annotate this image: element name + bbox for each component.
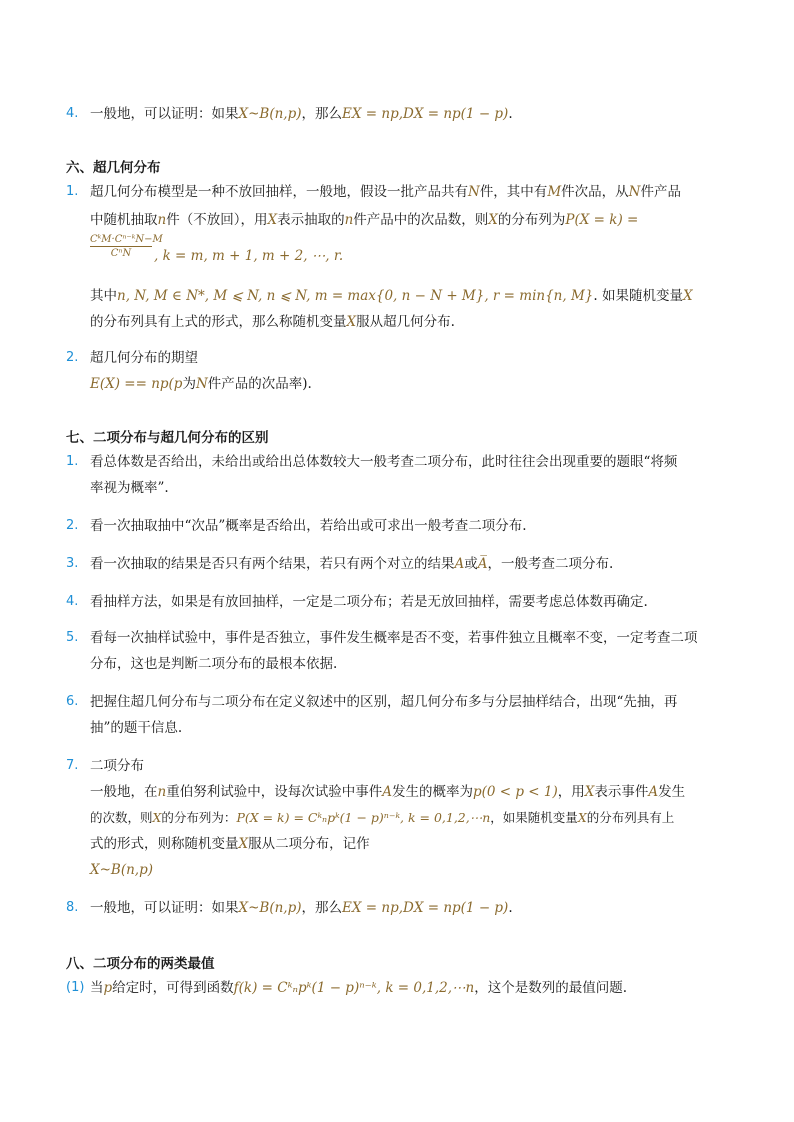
list-number: 5. (66, 630, 79, 645)
text-run: ，用 (557, 784, 585, 800)
list-number: 7. (66, 758, 79, 773)
text-run: 服从二项分布，记作 (248, 836, 370, 852)
math: n (344, 212, 354, 228)
text-run: 发生 (658, 784, 686, 800)
math: n, N, M ∈ N*, M ⩽ N, n ⩽ N, m = max{0, n − N + M}, r = min{n, M} (117, 288, 594, 304)
math: A (382, 784, 392, 800)
math: X (267, 212, 278, 228)
text-run: . 如果随机变量 (593, 288, 683, 304)
paragraph: 看总体数是否给出，未给出或给出总体数较大一般考查二项分布，此时往往会出现重要的题眼“将频 (90, 454, 678, 470)
math: P(X = k) = Cᵏₙpᵏ(1 − p)ⁿ⁻ᵏ, k = 0,1,2,⋯n (236, 810, 491, 825)
text-run: 件，其中有 (479, 184, 548, 200)
section-heading: 八、二项分布的两类最值 (66, 956, 215, 972)
math: X (584, 784, 595, 800)
text-run (90, 246, 152, 247)
math: f(k) = Cᵏₙpᵏ(1 − p)ⁿ⁻ᵏ, k = 0,1,2,⋯n (233, 980, 475, 996)
text-run: 表示抽取的 (277, 212, 345, 228)
math: X~B(n,p) (238, 106, 302, 122)
text-run: 为 (182, 376, 196, 392)
text-run: 件产品中的次品数，则 (353, 212, 489, 228)
list-number: 1. (66, 184, 79, 199)
math: n (157, 784, 167, 800)
paragraph (90, 808, 674, 828)
text-run: ，那么 (301, 900, 343, 916)
list-number: 4. (66, 106, 79, 121)
math: M (547, 184, 562, 200)
paragraph (90, 554, 613, 574)
text-run: 的次数，则 (90, 810, 153, 825)
math: X~B(n,p) (90, 862, 154, 878)
text-run: 件产品 (640, 184, 681, 200)
paragraph (154, 246, 343, 266)
text-run: 式的形式，则称随机变量 (90, 836, 239, 852)
math: A̅ (477, 556, 488, 572)
math: X (152, 810, 162, 825)
paragraph: 把握住超几何分布与二项分布在定义叙述中的区别，超几何分布多与分层抽样结合，出现“先抽，再 (90, 694, 678, 710)
math: p (103, 980, 113, 996)
list-number: 6. (66, 694, 79, 709)
section-heading: 七、二项分布与超几何分布的区别 (66, 430, 269, 446)
text-run: 的分布列具有上式的形式，那么称随机变量 (90, 314, 347, 330)
paragraph (90, 374, 312, 394)
text-run: 的分布列具有上 (586, 810, 675, 825)
math: X (346, 314, 357, 330)
text-run: ，如果随机变量 (490, 810, 578, 825)
text-run: 一般地，可以证明：如果 (90, 900, 239, 916)
math: N (195, 376, 208, 392)
paragraph (90, 834, 370, 854)
text-run: CⁿN (110, 248, 132, 259)
paragraph (90, 210, 638, 230)
list-number: 8. (66, 900, 79, 915)
fraction (90, 234, 163, 259)
text-run: ，那么 (301, 106, 343, 122)
paragraph (90, 104, 513, 124)
list-number: 3. (66, 556, 79, 571)
paragraph: 看一次抽取抽中“次品”概率是否给出，若给出或可求出一般考查二项分布. (90, 518, 527, 534)
text-run: 的分布列为 (497, 212, 566, 228)
paragraph: 分布，这也是判断二项分布的最根本依据. (90, 656, 338, 672)
math: A (454, 556, 465, 572)
list-number: (1) (66, 980, 85, 995)
math: X (488, 212, 498, 228)
text-run: 件次品，从 (561, 184, 629, 200)
paragraph: 看每一次抽样试验中，事件是否独立，事件发生概率是否不变，若事件独立且概率不变，一定考查二项 (90, 630, 698, 646)
math: n (157, 212, 167, 228)
math: X~B(n,p) (238, 900, 302, 916)
paragraph (90, 978, 627, 998)
text-run: ，这个是数列的最值问题. (474, 980, 628, 996)
list-number: 2. (66, 518, 79, 533)
text-run: 表示事件 (594, 784, 649, 800)
text-run: 件产品的次品率). (207, 376, 312, 392)
math: p(0 < p < 1) (472, 784, 558, 800)
math: X (238, 836, 249, 852)
math: EX = np,DX = np(1 − p) (342, 900, 509, 916)
text-run: 一般地，可以证明：如果 (90, 106, 239, 122)
text-run: 服从超几何分布. (356, 314, 455, 330)
math: X (682, 288, 693, 304)
text-run: 超几何分布模型是一种不放回抽样，一般地，假设一批产品共有 (90, 184, 468, 200)
text-run: 重伯努利试验中，设每次试验中事件 (166, 784, 383, 800)
math: N (468, 184, 480, 200)
paragraph (90, 182, 681, 202)
section-heading: 六、超几何分布 (66, 160, 161, 176)
text-run: 一般地，在 (90, 784, 158, 800)
text-run: 其中 (90, 288, 117, 304)
paragraph: 抽”的题干信息. (90, 720, 183, 736)
text-run: 中随机抽取 (90, 212, 158, 228)
text-run: . (508, 900, 513, 916)
paragraph (90, 898, 513, 918)
text-run: ，一般考查二项分布. (487, 556, 614, 572)
math: , k = m, m + 1, m + 2, ⋯, r. (154, 248, 344, 264)
text-run: 给定时，可得到函数 (112, 980, 234, 996)
math: N (628, 184, 641, 200)
math: X (577, 810, 587, 825)
text-run: . (508, 106, 513, 122)
list-number: 1. (66, 454, 79, 469)
text-run: 当 (90, 980, 104, 996)
text-run: 或 (464, 556, 478, 572)
math: EX = np,DX = np(1 − p) (342, 106, 509, 122)
paragraph: 二项分布 (90, 758, 144, 774)
text-run: CᵏM·Cⁿ⁻ᵏN−M (90, 234, 163, 245)
paragraph (90, 286, 693, 306)
paragraph (90, 782, 685, 802)
math: A (648, 784, 659, 800)
paragraph: 看抽样方法，如果是有放回抽样，一定是二项分布；若是无放回抽样，需要考虑总体数再确定. (90, 594, 648, 610)
paragraph: 超几何分布的期望 (90, 350, 198, 366)
paragraph: 率视为概率”. (90, 480, 169, 496)
paragraph (90, 312, 455, 332)
list-number: 2. (66, 350, 79, 365)
list-number: 4. (66, 594, 79, 609)
text-run: 的分布列为： (161, 810, 237, 825)
text-run: 发生的概率为 (391, 784, 473, 800)
text-run: 看一次抽取的结果是否只有两个结果，若只有两个对立的结果 (90, 556, 455, 572)
paragraph (90, 860, 153, 880)
text-run: 件（不放回），用 (166, 212, 268, 228)
math: E(X) == np(p (90, 376, 183, 392)
math: P(X = k) = (565, 212, 639, 228)
